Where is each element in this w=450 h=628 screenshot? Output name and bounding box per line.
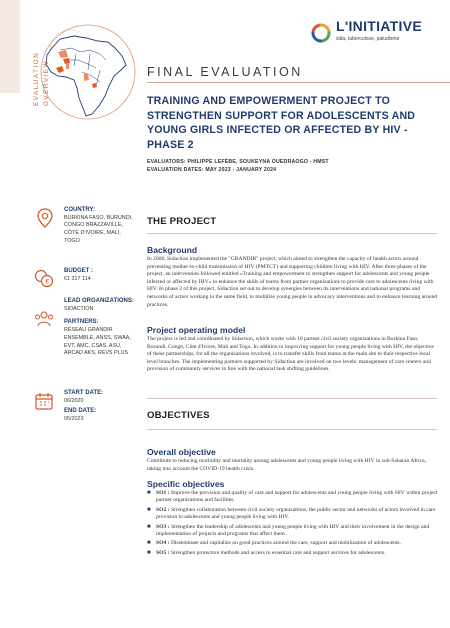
vertical-label-line-2: OVERVIEW <box>43 59 50 106</box>
start-date-label: START DATE: <box>64 390 104 396</box>
svg-text:€: € <box>45 278 49 286</box>
objective-text: Disseminate and capitalize on good practices around the care, support and mobilization of adolescents. <box>170 540 401 547</box>
list-item <box>147 490 438 504</box>
end-date-value: 05/2023 <box>64 415 84 422</box>
list-item <box>147 524 438 538</box>
operating-model-heading: Project operating model <box>147 325 246 335</box>
objectives-section-heading: OBJECTIVES <box>147 410 210 421</box>
africa-map-illustration <box>0 10 142 120</box>
operating-model-text: The project is led and coordinated by Sidaction, which works with 10 partner civil society organizations in Burkina Faso, Burundi, Congo, Côte d'Ivoire, Mali and Togo. In addition to improving support for young people living with HIV, the objective of these partnerships, for all the organizations involved, is to transfer skills from teams at the main site to their respective local level branches. The implementing partners supported by Sidaction are involved on two levels: management of care centers and provision of community services in line with the national task shifting guidelines. <box>147 336 434 373</box>
lead-organizations-label: LEAD ORGANIZATIONS: <box>64 298 134 304</box>
end-date-label: END DATE: <box>64 408 97 415</box>
country-highlight-tg <box>66 63 69 69</box>
objective-text: Strengthen protection methods and access to essential care and support services for adolescents. <box>170 549 386 556</box>
objective-text: Strengthen the leadership of adolescents and young people living with HIV and their involvement in the design and implementation of projects and programs that affect them. <box>156 523 430 537</box>
list-item <box>147 540 438 547</box>
project-section-rule <box>147 233 437 234</box>
objective-text: Improve the provision and quality of care and support for adolescents and young people living with HIV within project partner organizations and facilities. <box>156 490 438 504</box>
bullet-icon: ■ <box>147 523 151 530</box>
budget-label: BUDGET : <box>64 268 93 274</box>
objectives-section-rule <box>147 429 437 430</box>
objectives-top-rule <box>147 398 437 399</box>
document-kicker: FINAL EVALUATION <box>147 65 303 79</box>
coins-icon <box>33 268 55 290</box>
evaluation-meta <box>147 158 329 174</box>
country-value: BURKINA FASO, BURUNDI, CONGO BRAZZAVILLE, CÔTE D'IVOIRE, MALI, TOGO <box>64 214 133 244</box>
document-title: TRAINING AND EMPOWERMENT PROJECT TO STRENGTHEN SUPPORT FOR ADOLESCENTS AND YOUNG GIRLS INFECTED OR AFFECTED BY HIV - PHASE 2 <box>147 95 416 151</box>
location-pin-icon <box>34 207 56 229</box>
evaluation-overview-label <box>32 34 60 106</box>
objective-code: SO1 : <box>156 490 170 496</box>
bullet-icon: ■ <box>147 549 151 556</box>
list-item <box>147 507 438 521</box>
specific-objectives-heading: Specific objectives <box>147 479 225 489</box>
overall-objective-heading: Overall objective <box>147 447 216 457</box>
objective-code: SO4 : <box>156 540 170 547</box>
initiative-logo <box>308 17 438 49</box>
background-text: In 2006, Sidaction implemented the "GRANDIR" project, which aimed to strengthen the capacity of health actors around preventing mother-to-child transmission of HIV (PMTCT) and supporting children living with HIV. After three phases of the project, an intervention followed entitled «Training and empowerment to strengthen support for adolescents and young people infected or affected by HIV» to enhance the skills of teams from partner organizations to provide care to adolescents living with HIV. In phase 2 of this project, Sidaction set out to develop synergies between its interventions and national programs and networks of actors working in the same field, to mobilize young people in advocacy interventions and to enhance learning around practices. <box>147 256 438 308</box>
bullet-icon: ■ <box>147 490 151 496</box>
objective-text: Strengthen collaboration between civil society organizations, the public sector and networks of actors involved in care provision to adolescents and young people living with HIV. <box>156 506 436 520</box>
project-section-heading: THE PROJECT <box>147 216 217 227</box>
evaluation-dates-line: EVALUATION DATES: MAY 2023 - JANUARY 2024 <box>147 167 277 173</box>
calendar-icon <box>33 390 55 412</box>
partners-value: RÉSEAU GRANDIR ENSEMBLE, ANSS, SWAA, EVT, AMC, CSAS, ASU, ARCAD AKS, REVS PLUS <box>64 326 131 357</box>
background-heading: Background <box>147 245 198 255</box>
objective-code: SO3 : <box>156 523 170 530</box>
bullet-icon: ■ <box>147 540 151 547</box>
specific-objectives-list <box>147 490 438 560</box>
objective-code: SO2 : <box>156 506 170 513</box>
evaluators-line: EVALUATORS: PHILIPPE LEFÈBE, SOUKEYNA OUEDRAOGO - HMST <box>147 159 329 165</box>
logo-name: L'INITIATIVE <box>336 18 423 34</box>
country-label: COUNTRY: <box>64 207 95 213</box>
vertical-label-line-1: EVALUATION <box>33 51 40 106</box>
partners-label: PARTNERS: <box>64 319 99 326</box>
kicker-divider <box>147 82 450 83</box>
objective-code: SO5 : <box>156 549 170 556</box>
start-date-value: 06/2020 <box>64 397 84 404</box>
bullet-icon: ■ <box>147 506 151 513</box>
list-item <box>147 550 438 557</box>
lead-organizations-value: SIDACTION <box>64 305 94 312</box>
people-group-icon <box>33 308 55 330</box>
budget-value: €1 317 114 <box>64 275 91 282</box>
overall-objective-text: Contribute to reducing morbidity and mortality among adolescents and young people living with HIV in sub-Saharan Africa, taking into account the COVID-19 health crisis. <box>147 458 427 472</box>
initiative-logo-icon <box>308 20 334 46</box>
logo-tagline: sida, tuberculose, paludisme <box>336 36 400 42</box>
